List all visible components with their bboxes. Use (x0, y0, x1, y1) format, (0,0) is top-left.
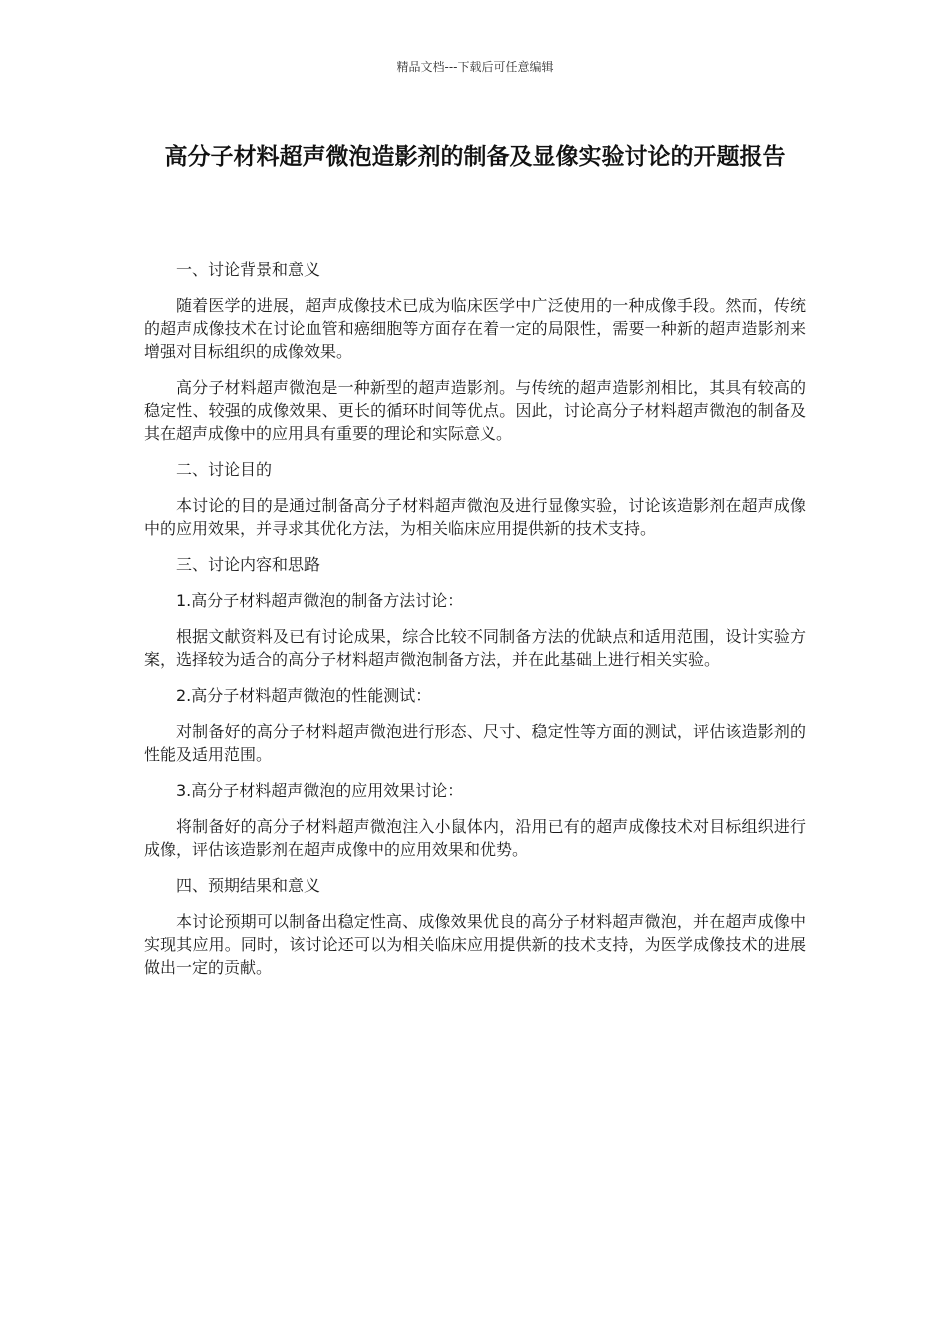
paragraph-purpose: 本讨论的目的是通过制备高分子材料超声微泡及进行显像实验，讨论该造影剂在超声成像中的应用效果，并寻求其优化方法，为相关临床应用提供新的技术支持。 (144, 496, 806, 538)
subheading-preparation: 1.高分子材料超声微泡的制备方法讨论： (176, 591, 464, 610)
subheading-performance: 2.高分子材料超声微泡的性能测试： (176, 686, 432, 705)
section-heading-purpose: 二、讨论目的 (176, 460, 273, 479)
paragraph-application: 将制备好的高分子材料超声微泡注入小鼠体内，沿用已有的超声成像技术对目标组织进行成像，评估该造影剂在超声成像中的应用效果和优势。 (144, 817, 806, 859)
paragraph-preparation: 根据文献资料及已有讨论成果，综合比较不同制备方法的优缺点和适用范围，设计实验方案，选择较为适合的高分子材料超声微泡制备方法，并在此基础上进行相关实验。 (144, 627, 806, 669)
paragraph-background-1: 随着医学的进展，超声成像技术已成为临床医学中广泛使用的一种成像手段。然而，传统的超声成像技术在讨论血管和癌细胞等方面存在着一定的局限性，需要一种新的超声造影剂来增强对目标组织的成像效果。 (144, 296, 806, 361)
header-note: 精品文档---下载后可任意编辑 (396, 60, 554, 74)
section-heading-expected: 四、预期结果和意义 (176, 876, 321, 895)
paragraph-expected: 本讨论预期可以制备出稳定性高、成像效果优良的高分子材料超声微泡，并在超声成像中实现其应用。同时，该讨论还可以为相关临床应用提供新的技术支持，为医学成像技术的进展做出一定的贡献。 (144, 912, 806, 977)
document-body (144, 258, 806, 992)
section-heading-content: 三、讨论内容和思路 (176, 555, 321, 574)
paragraph-performance: 对制备好的高分子材料超声微泡进行形态、尺寸、稳定性等方面的测试，评估该造影剂的性能及适用范围。 (144, 722, 806, 764)
paragraph-background-2: 高分子材料超声微泡是一种新型的超声造影剂。与传统的超声造影剂相比，其具有较高的稳定性、较强的成像效果、更长的循环时间等优点。因此，讨论高分子材料超声微泡的制备及其在超声成像中的应用具有重要的理论和实际意义。 (144, 378, 806, 443)
subheading-application: 3.高分子材料超声微泡的应用效果讨论： (176, 781, 464, 800)
section-heading-background: 一、讨论背景和意义 (176, 260, 321, 279)
document-title: 高分子材料超声微泡造影剂的制备及显像实验讨论的开题报告 (164, 144, 786, 170)
